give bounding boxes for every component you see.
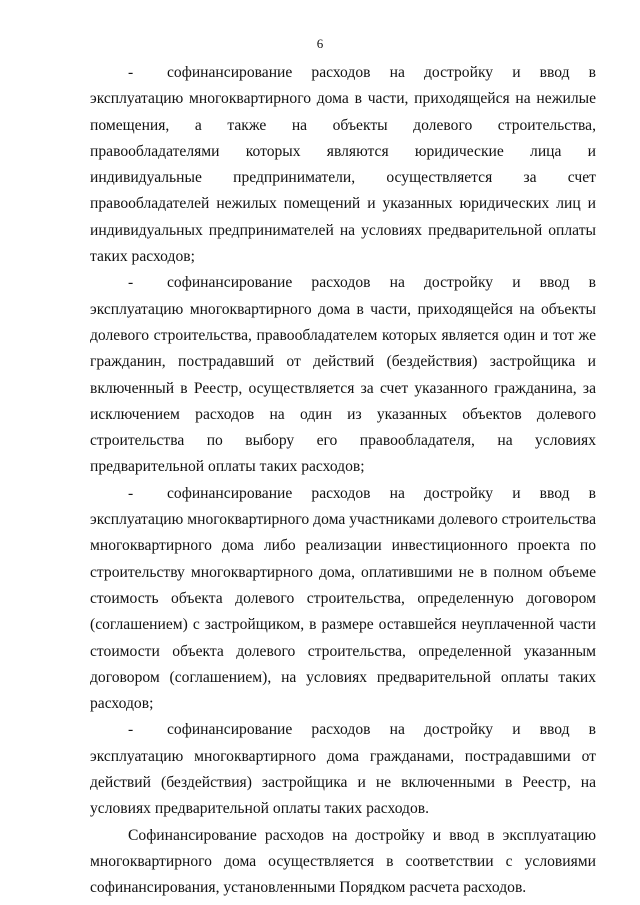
list-item-text: софинансирование расходов на достройку и ввод в эксплуатацию многоквартирного дома гражданами, пострадавшими от действий (бездействия) застройщика и не включенными в Реестр, на условиях предварительной оплаты таких расходов. (90, 721, 596, 818)
list-item-text: софинансирование расходов на достройку и ввод в эксплуатацию многоквартирного дома в части, приходящейся на объекты долевого строительства, правообладателем которых является один и тот же гражданин, пострадавший от действий (бездействия) застройщика и включенный в Реестр, осуществляется за счет указанного гражданина, за исключением расходов на один из указанных объектов долевого строительства по выбору его правообладателя, на условиях предварительной оплаты таких расходов; (90, 274, 596, 476)
list-dash: - (128, 274, 134, 292)
list-item-1 (90, 60, 596, 270)
list-item-2 (90, 270, 596, 480)
list-item-text: софинансирование расходов на достройку и ввод в эксплуатацию многоквартирного дома участниками долевого строительства многоквартирного дома либо реализации инвестиционного проекта по строительству многоквартирного дома, оплатившими не в полном объеме стоимость объекта долевого строительства, определенную договором (соглашением) с застройщиком, в размере оставшейся неуплаченной части стоимости объекта долевого строительства, определенной указанным договором (соглашением), на условиях предварительной оплаты таких расходов; (90, 484, 596, 713)
closing-paragraph (90, 823, 596, 902)
list-item-text: софинансирование расходов на достройку и ввод в эксплуатацию многоквартирного дома в части, приходящейся на нежилые помещения, а также на объекты долевого строительства, правообладателями которых являются юридические лица и индивидуальные предприниматели, осуществляется за счет правообладателей нежилых помещений и указанных юридических лиц и индивидуальных предпринимателей на условиях предварительной оплаты таких расходов; (90, 64, 596, 266)
list-dash: - (128, 484, 134, 502)
list-item-4 (90, 717, 596, 822)
page-number: 6 (316, 36, 324, 51)
list-item-3 (90, 481, 596, 718)
list-dash: - (128, 721, 134, 739)
document-body (90, 60, 596, 902)
list-dash: - (128, 64, 134, 81)
paragraph-text: Софинансирование расходов на достройку и ввод в эксплуатацию многоквартирного дома осуществляется в соответствии с условиями софинансирования, установленными Порядком расчета расходов. (90, 826, 596, 897)
